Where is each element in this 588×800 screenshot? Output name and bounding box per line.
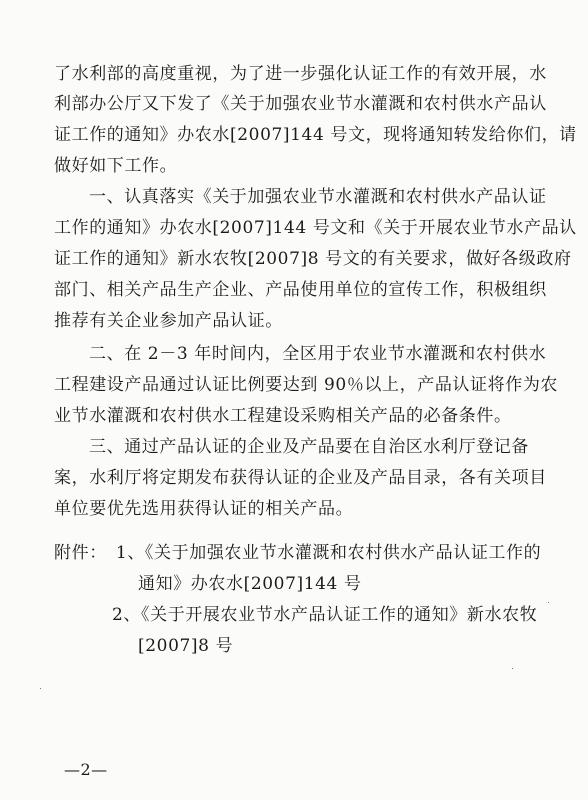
item-1-line-4: 部门、相关产品生产企业、产品使用单位的宣传工作，积极组织 <box>54 280 547 300</box>
attachment-2-line-2: [2007]8 号 <box>138 636 234 656</box>
item-2-line-3: 业节水灌溉和农村供水工程建设采购相关产品的必备条件。 <box>54 406 512 426</box>
item-1-line-2: 工作的通知》办农水[2007]144 号文和《关于开展农业节水产品认 <box>54 218 577 238</box>
scan-speck <box>512 668 513 669</box>
item-3-line-3: 单位要优先选用获得认证的相关产品。 <box>54 499 354 519</box>
item-1-line-5: 推荐有关企业参加产品认证。 <box>54 311 283 331</box>
attachment-1-line-1: 附件： 1、《关于加强农业节水灌溉和农村供水产品认证工作的 <box>54 543 542 563</box>
body-line-2: 利部办公厅又下发了《关于加强农业节水灌溉和农村供水产品认 <box>54 94 547 114</box>
item-1-line-1: 一、认真落实《关于加强农业节水灌溉和农村供水产品认证 <box>89 187 547 207</box>
attachment-1-line-2: 通知》办农水[2007]144 号 <box>138 574 362 594</box>
body-line-3: 证工作的通知》办农水[2007]144 号文，现将通知转发给你们，请 <box>54 125 577 145</box>
item-1-line-3: 证工作的通知》新水农牧[2007]8 号文的有关要求，做好各级政府 <box>54 249 572 269</box>
scan-speck <box>548 602 549 603</box>
attachment-2-line-1: 2、《关于开展农业节水产品认证工作的通知》新水农牧 <box>112 605 538 625</box>
item-3-line-2: 案，水利厅将定期发布获得认证的企业及产品目录，各有关项目 <box>54 468 547 488</box>
item-2-line-1: 二、在 2－3 年时间内，全区用于农业节水灌溉和农村供水 <box>89 344 547 364</box>
item-2-line-2: 工程建设产品通过认证比例要达到 90％以上，产品认证将作为农 <box>54 375 559 395</box>
item-3-line-1: 三、通过产品认证的企业及产品要在自治区水利厅登记备 <box>89 437 529 457</box>
scan-speck <box>40 688 41 689</box>
body-line-4: 做好如下工作。 <box>54 156 178 176</box>
page-number: —2— <box>64 760 108 779</box>
body-line-1: 了水利部的高度重视，为了进一步强化认证工作的有效开展，水 <box>54 64 547 84</box>
